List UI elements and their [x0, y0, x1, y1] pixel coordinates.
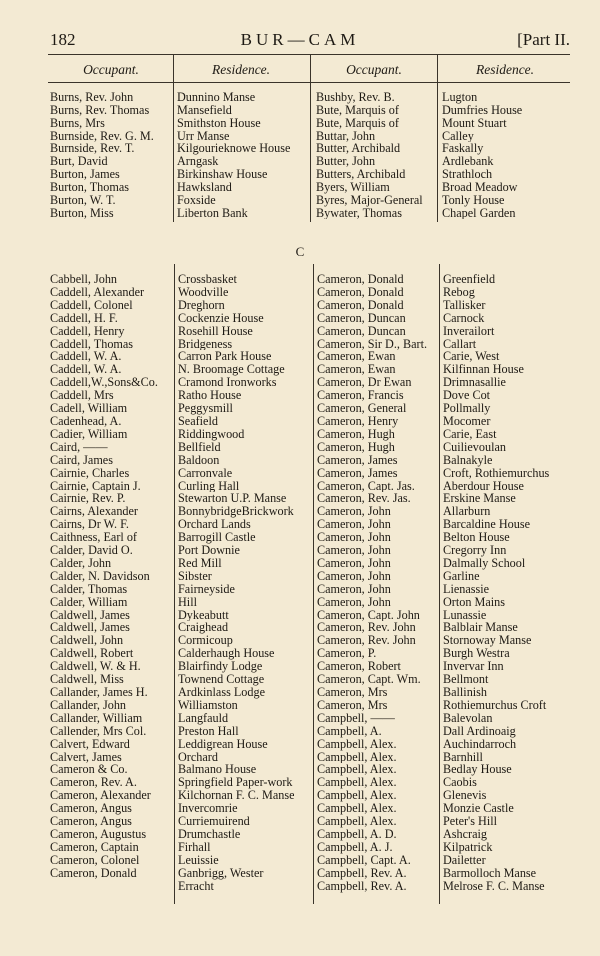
occupant-entry: Cameron, John	[317, 582, 391, 596]
residence-entry: Lugton	[442, 91, 478, 104]
residence-entry: Carie, West	[443, 350, 500, 364]
occupant-entry: Cameron, John	[317, 518, 391, 532]
occupant-entry: Calvert, Edward	[50, 737, 130, 751]
residence-entry: Tonly House	[442, 193, 505, 207]
occupant-entry: Cameron, Alexander	[50, 789, 151, 803]
residence-entry: Leddigrean House	[178, 737, 268, 751]
occupant-entry: Campbell, A. J.	[317, 840, 393, 854]
top-right-residences	[442, 91, 522, 219]
residence-entry: Kilfinnan House	[443, 363, 524, 377]
occupant-entry: Caird, ——	[50, 440, 108, 454]
occupant-entry: Callender, Mrs Col.	[50, 724, 147, 738]
occupant-entry: Cameron, Colonel	[50, 853, 140, 867]
residence-entry: Ratho House	[178, 389, 242, 403]
residence-entry: Burgh Westra	[443, 647, 510, 661]
occupant-entry: Bute, Marquis of	[316, 103, 399, 117]
residence-entry: Cramond Ironworks	[178, 376, 277, 390]
residence-entry: Ballinish	[443, 686, 488, 699]
occupant-entry: Caddell, Alexander	[50, 285, 145, 299]
page-title: BUR—CAM	[240, 30, 360, 49]
residence-entry: Townend Cottage	[178, 673, 265, 686]
residence-entry: Allarburn	[443, 505, 491, 519]
occupant-entry: Byers, William	[316, 180, 390, 194]
occupant-entry: Cameron, Mrs	[317, 686, 388, 699]
residence-entry: Pollmally	[443, 402, 491, 415]
residence-entry: Strathloch	[442, 168, 493, 181]
main-right-residences	[443, 273, 549, 893]
residence-entry: Red Mill	[178, 556, 222, 570]
residence-entry: Balmano House	[178, 763, 257, 777]
residence-header-left: Residence.	[211, 62, 271, 77]
occupant-entry: Cadell, William	[50, 402, 128, 415]
occupant-entry: Campbell, Alex.	[317, 802, 397, 816]
occupant-entry: Cameron, Ewan	[317, 363, 396, 377]
occupant-entry: Cameron & Co.	[50, 763, 128, 777]
occupant-entry: Cameron, Hugh	[317, 440, 395, 454]
residence-entry: Erskine Manse	[443, 492, 516, 506]
residence-entry: Monzie Castle	[443, 802, 514, 816]
occupant-entry: Burns, Mrs	[50, 116, 105, 130]
residence-entry: Drumchastle	[178, 827, 241, 841]
residence-entry: Dreghorn	[178, 298, 225, 312]
residence-entry: Riddingwood	[178, 427, 245, 441]
occupant-entry: Caldwell, James	[50, 621, 130, 635]
occupant-entry: Caird, James	[50, 453, 113, 467]
residence-entry: Aberdour House	[443, 479, 524, 493]
residence-entry: Langfauld	[178, 711, 229, 725]
residence-entry: Calderhaugh House	[178, 647, 275, 661]
residence-entry: Smithston House	[177, 116, 261, 130]
occupant-entry: Cameron, Henry	[317, 414, 399, 428]
residence-entry: Cormicoup	[178, 634, 233, 648]
residence-entry: Glenevis	[443, 789, 487, 803]
occupant-entry: Burnside, Rev. G. M.	[50, 129, 154, 143]
residence-entry: Auchindarroch	[443, 737, 517, 751]
residence-entry: Dalmally School	[443, 556, 526, 570]
occupant-entry: Calder, John	[50, 556, 112, 570]
occupant-entry: Caddell, H. F.	[50, 311, 118, 325]
occupant-entry: Caddell, Mrs	[50, 389, 114, 403]
residence-entry: Chapel Garden	[442, 206, 516, 220]
occupant-entry: Cairns, Dr W. F.	[50, 518, 129, 532]
top-divider-2	[310, 54, 311, 222]
occupant-entry: Buttar, John	[316, 129, 376, 143]
occupant-entry: Campbell, Alex.	[317, 815, 397, 828]
occupant-entry: Cameron, James	[317, 466, 398, 480]
residence-entry: Broad Meadow	[442, 180, 518, 194]
occupant-entry: Burns, Rev. Thomas	[50, 103, 150, 117]
residence-entry: Dykeabutt	[178, 608, 229, 622]
occupant-entry: Caithness, Earl of	[50, 531, 137, 545]
occupant-entry: Cairnie, Charles	[50, 466, 130, 480]
occupant-entry: Cameron, Angus	[50, 802, 132, 816]
residence-entry: Invercomrie	[178, 802, 238, 816]
residence-entry: Calley	[442, 129, 474, 143]
residence-entry: Peggysmill	[178, 402, 233, 415]
residence-entry: Faskally	[442, 142, 484, 156]
occupant-entry: Caddell,W.,Sons&Co.	[50, 376, 158, 390]
residence-entry: Ardlebank	[442, 155, 494, 169]
residence-entry: BonnybridgeBrickwork	[178, 505, 294, 519]
occupant-entry: Burton, James	[50, 168, 120, 181]
occupant-entry: Cameron, Captain	[50, 840, 139, 854]
residence-entry: Erracht	[178, 879, 214, 893]
occupant-entry: Campbell, Alex.	[317, 789, 397, 803]
occupant-entry: Campbell, Rev. A.	[317, 866, 407, 880]
occupant-entry: Callander, William	[50, 711, 143, 725]
occupant-entry: Cameron, John	[317, 569, 391, 583]
occupant-entry: Cadier, William	[50, 427, 128, 441]
residence-entry: Dailetter	[443, 853, 486, 867]
residence-entry: Dove Cot	[443, 389, 491, 403]
residence-entry: Drimnasallie	[443, 376, 506, 390]
occupant-entry: Calder, David O.	[50, 544, 133, 557]
residence-entry: Belton House	[443, 531, 510, 545]
occupant-entry: Caddell, W. A.	[50, 350, 122, 364]
residence-entry: Ganbrigg, Wester	[178, 866, 264, 880]
residence-entry: Lienassie	[443, 582, 490, 596]
residence-entry: Rebog	[443, 285, 475, 299]
residence-entry: Hawksland	[177, 180, 232, 194]
occupant-entry: Cameron, Dr Ewan	[317, 376, 412, 390]
occupant-entry: Cairnie, Captain J.	[50, 479, 141, 493]
occupant-entry: Cameron, John	[317, 531, 391, 545]
occupant-entry: Callander, John	[50, 698, 127, 712]
residence-entry: Tallisker	[443, 298, 486, 312]
main-left-residences	[178, 273, 294, 893]
residence-entry: Hill	[178, 595, 197, 609]
occupant-entry: Bushby, Rev. B.	[316, 91, 395, 104]
occupant-entry: Cameron, Capt. John	[317, 608, 420, 622]
residence-entry: Barcaldine House	[443, 518, 530, 532]
occupant-entry: Cameron, Donald	[317, 273, 404, 286]
residence-entry: Peter's Hill	[443, 815, 497, 828]
residence-entry: Greenfield	[443, 273, 496, 286]
occupant-entry: Cadenhead, A.	[50, 414, 122, 428]
occupant-entry: Caldwell, Robert	[50, 647, 134, 661]
residence-entry: Orchard	[178, 750, 218, 764]
residence-entry: Urr Manse	[177, 129, 230, 143]
occupant-entry: Cameron, John	[317, 505, 391, 519]
occupant-entry: Cameron, Sir D., Bart.	[317, 337, 428, 351]
occupant-entry: Cameron, James	[317, 453, 398, 467]
residence-entry: Melrose F. C. Manse	[443, 879, 545, 893]
residence-entry: Stewarton U.P. Manse	[178, 492, 287, 506]
header-rule	[48, 54, 570, 55]
residence-entry: Carie, East	[443, 427, 497, 441]
residence-entry: Caobis	[443, 776, 477, 790]
occupant-entry: Cameron, Angus	[50, 815, 132, 828]
occupant-header-right: Occupant.	[346, 62, 402, 77]
residence-entry: Mansefield	[177, 103, 232, 117]
residence-entry: Bridgeness	[178, 337, 233, 351]
residence-entry: Carronvale	[178, 466, 233, 480]
residence-entry: Kilgourieknowe House	[177, 142, 291, 156]
page-number: 182	[50, 30, 76, 49]
section-letter: C	[295, 244, 305, 259]
occupant-entry: Cameron, Rev. John	[317, 621, 416, 635]
residence-entry: Kilchornan F. C. Manse	[178, 789, 295, 803]
residence-entry: Callart	[443, 337, 477, 351]
residence-entry: Bellfield	[178, 440, 221, 454]
occupant-entry: Cabbell, John	[50, 273, 118, 286]
occupant-entry: Butter, John	[316, 155, 376, 169]
residence-entry: Ardkinlass Lodge	[178, 686, 265, 699]
occupant-entry: Cameron, John	[317, 556, 391, 570]
occupant-entry: Campbell, Alex.	[317, 776, 397, 790]
residence-entry: Woodville	[178, 285, 229, 299]
residence-entry: Curriemuirend	[178, 815, 250, 828]
residence-entry: Rothiemurchus Croft	[443, 698, 547, 712]
occupant-entry: Bywater, Thomas	[316, 206, 402, 220]
residence-entry: N. Broomage Cottage	[178, 363, 285, 377]
residence-entry: Dumfries House	[442, 103, 523, 117]
part-label: [Part II.	[517, 30, 570, 49]
residence-entry: Garline	[443, 569, 480, 583]
residence-entry: Ashcraig	[443, 827, 487, 841]
residence-entry: Sibster	[178, 569, 212, 583]
residence-entry: Williamston	[178, 698, 238, 712]
residence-entry: Barmolloch Manse	[443, 866, 537, 880]
occupant-entry: Butters, Archibald	[316, 168, 406, 181]
occupant-entry: Cameron, Rev. A.	[50, 776, 137, 790]
occupant-entry: Cameron, P.	[317, 647, 377, 661]
top-right-occupants	[316, 91, 423, 219]
residence-entry: Dunnino Manse	[177, 91, 256, 104]
occupant-entry: Caddell, Henry	[50, 324, 125, 338]
residence-entry: Foxside	[177, 193, 216, 207]
occupant-entry: Burton, Miss	[50, 206, 114, 220]
occupant-entry: Bute, Marquis of	[316, 116, 399, 130]
occupant-entry: Burnside, Rev. T.	[50, 142, 135, 156]
occupant-entry: Caldwell, John	[50, 634, 124, 648]
top-divider-1	[173, 54, 174, 222]
residence-entry: Invervar Inn	[443, 660, 504, 674]
residence-entry: Curling Hall	[178, 479, 240, 493]
residence-entry: Port Downie	[178, 544, 240, 557]
residence-entry: Birkinshaw House	[177, 168, 268, 181]
occupant-entry: Caddell, W. A.	[50, 363, 122, 377]
residence-entry: Mocomer	[443, 414, 491, 428]
occupant-entry: Cameron, General	[317, 402, 407, 415]
residence-entry: Inverailort	[443, 324, 495, 338]
occupant-entry: Campbell, ——	[317, 711, 395, 725]
occupant-entry: Cameron, Robert	[317, 660, 401, 674]
occupant-entry: Cairns, Alexander	[50, 505, 138, 519]
occupant-entry: Byres, Major-General	[316, 193, 423, 207]
column-header-rule	[48, 82, 570, 83]
occupant-entry: Cameron, Augustus	[50, 827, 147, 841]
residence-entry: Lunassie	[443, 608, 487, 622]
residence-entry: Carron Park House	[178, 350, 272, 364]
residence-entry: Bellmont	[443, 673, 489, 686]
occupant-entry: Cameron, Capt. Jas.	[317, 479, 415, 493]
residence-entry: Cregorry Inn	[443, 544, 507, 557]
occupant-entry: Callander, James H.	[50, 686, 148, 699]
residence-entry: Arngask	[177, 155, 219, 169]
occupant-entry: Butter, Archibald	[316, 142, 401, 156]
occupant-entry: Cameron, Donald	[317, 298, 404, 312]
residence-entry: Bedlay House	[443, 763, 512, 777]
main-right-occupants	[317, 273, 427, 893]
residence-entry: Balblair Manse	[443, 621, 518, 635]
residence-entry: Croft, Rothiemurchus	[443, 466, 550, 480]
residence-entry: Cuilievoulan	[443, 440, 506, 454]
residence-entry: Mount Stuart	[442, 116, 507, 130]
main-divider-2	[313, 264, 314, 904]
occupant-entry: Cameron, Donald	[317, 285, 404, 299]
occupant-header-left: Occupant.	[83, 62, 139, 77]
occupant-entry: Cameron, Ewan	[317, 350, 396, 364]
residence-entry: Seafield	[178, 414, 218, 428]
occupant-entry: Caldwell, Miss	[50, 673, 124, 686]
occupant-entry: Burton, W. T.	[50, 193, 116, 207]
occupant-entry: Cairnie, Rev. P.	[50, 492, 126, 506]
residence-entry: Dall Ardinoaig	[443, 724, 516, 738]
occupant-entry: Burton, Thomas	[50, 180, 129, 194]
residence-entry: Barrogill Castle	[178, 531, 256, 545]
occupant-entry: Campbell, A. D.	[317, 827, 397, 841]
occupant-entry: Caldwell, James	[50, 608, 130, 622]
occupant-entry: Cameron, Duncan	[317, 324, 406, 338]
residence-entry: Rosehill House	[178, 324, 253, 338]
residence-entry: Orchard Lands	[178, 518, 251, 532]
occupant-entry: Cameron, Mrs	[317, 698, 388, 712]
top-divider-3	[437, 54, 438, 222]
residence-entry: Liberton Bank	[177, 206, 248, 220]
residence-entry: Barnhill	[443, 750, 483, 764]
occupant-entry: Burt, David	[50, 155, 108, 169]
top-left-occupants	[50, 91, 154, 219]
residence-entry: Crossbasket	[178, 273, 237, 286]
main-left-occupants	[50, 273, 158, 880]
occupant-entry: Caldwell, W. & H.	[50, 660, 141, 674]
occupant-entry: Cameron, Hugh	[317, 427, 395, 441]
residence-header-right: Residence.	[475, 62, 535, 77]
occupant-entry: Cameron, Francis	[317, 389, 404, 403]
occupant-entry: Cameron, Donald	[50, 866, 137, 880]
occupant-entry: Campbell, Alex.	[317, 763, 397, 777]
occupant-entry: Campbell, Alex.	[317, 737, 397, 751]
occupant-entry: Caddell, Thomas	[50, 337, 134, 351]
occupant-entry: Cameron, Capt. Wm.	[317, 673, 421, 686]
residence-entry: Cockenzie House	[178, 311, 264, 325]
occupant-entry: Cameron, John	[317, 595, 391, 609]
top-left-residences	[177, 91, 290, 219]
residence-entry: Craighead	[178, 621, 229, 635]
occupant-entry: Caddell, Colonel	[50, 298, 133, 312]
occupant-entry: Cameron, Rev. Jas.	[317, 492, 411, 506]
residence-entry: Orton Mains	[443, 595, 505, 609]
occupant-entry: Cameron, Rev. John	[317, 634, 416, 648]
residence-entry: Carnock	[443, 311, 485, 325]
residence-entry: Leuissie	[178, 853, 219, 867]
occupant-entry: Campbell, A.	[317, 724, 382, 738]
main-divider-1	[174, 264, 175, 904]
occupant-entry: Calder, William	[50, 595, 128, 609]
occupant-entry: Campbell, Alex.	[317, 750, 397, 764]
occupant-entry: Burns, Rev. John	[50, 91, 134, 104]
residence-entry: Fairneyside	[178, 582, 235, 596]
residence-entry: Balevolan	[443, 711, 493, 725]
occupant-entry: Calder, N. Davidson	[50, 569, 150, 583]
residence-entry: Preston Hall	[178, 724, 239, 738]
occupant-entry: Cameron, John	[317, 544, 391, 557]
residence-entry: Springfield Paper-work	[178, 776, 293, 790]
occupant-entry: Calder, Thomas	[50, 582, 128, 596]
residence-entry: Stornoway Manse	[443, 634, 532, 648]
residence-entry: Baldoon	[178, 453, 220, 467]
residence-entry: Firhall	[178, 840, 211, 854]
residence-entry: Balnakyle	[443, 453, 493, 467]
occupant-entry: Campbell, Capt. A.	[317, 853, 411, 867]
occupant-entry: Cameron, Duncan	[317, 311, 406, 325]
residence-entry: Blairfindy Lodge	[178, 660, 263, 674]
main-divider-3	[439, 264, 440, 904]
occupant-entry: Calvert, James	[50, 750, 122, 764]
residence-entry: Kilpatrick	[443, 840, 493, 854]
occupant-entry: Campbell, Rev. A.	[317, 879, 407, 893]
